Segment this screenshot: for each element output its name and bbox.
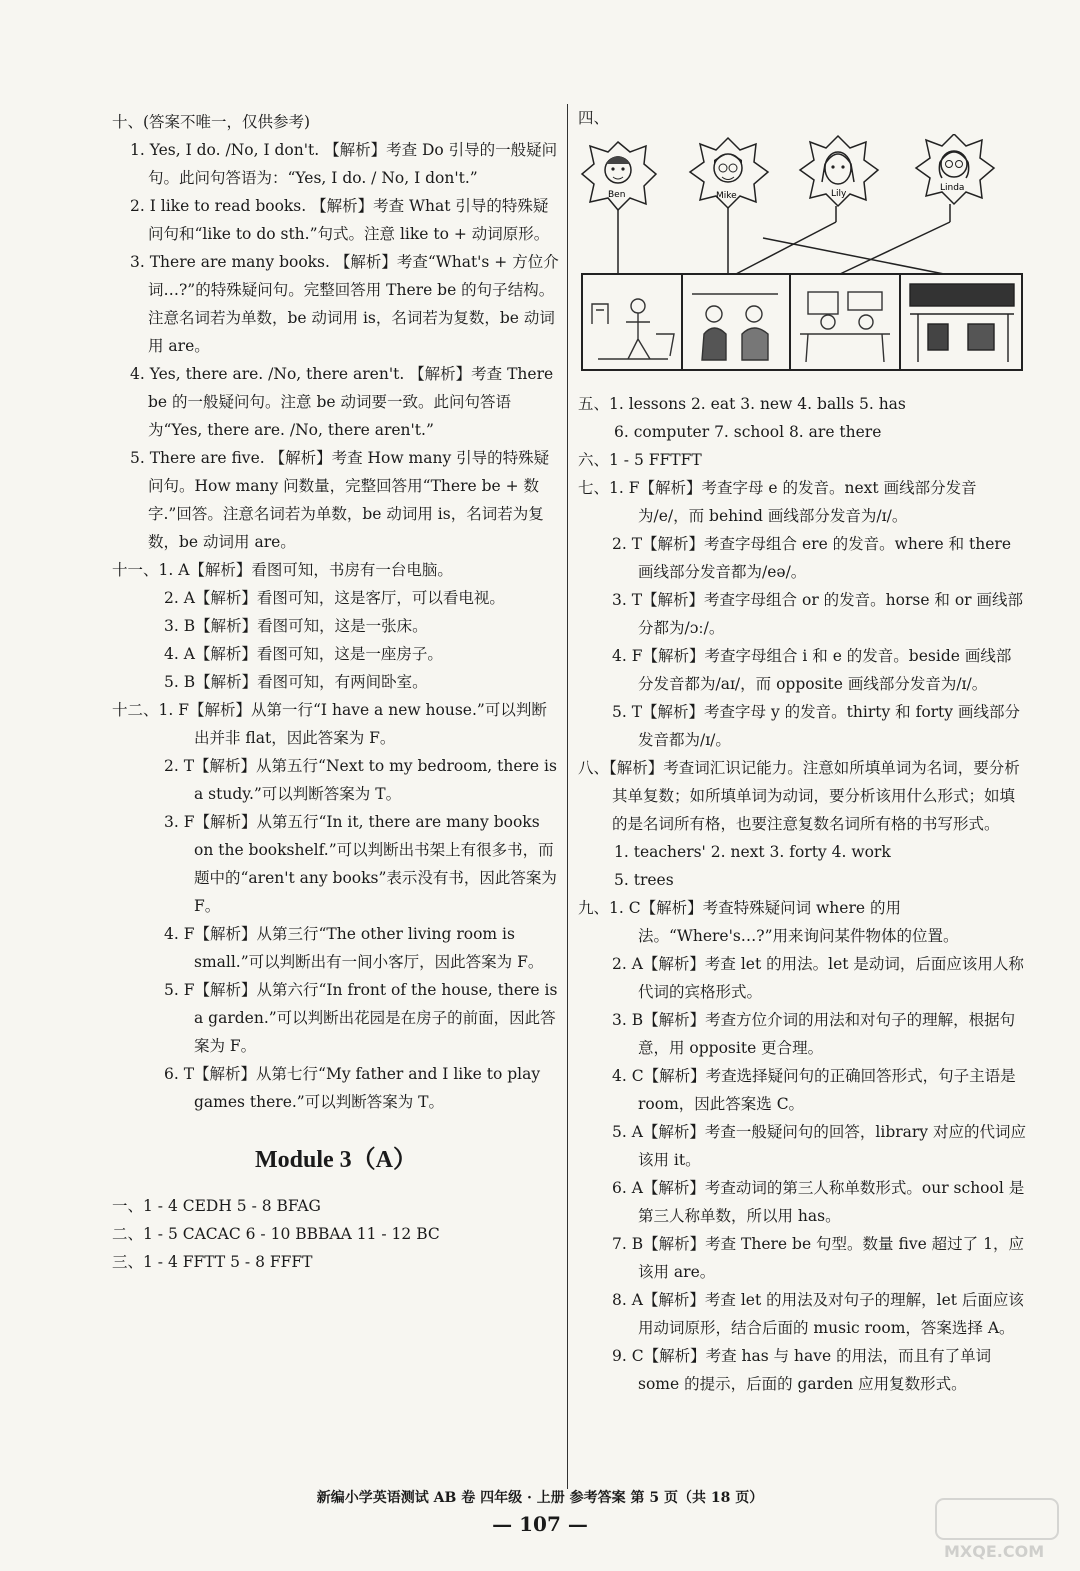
matching-figure — [578, 134, 1026, 384]
section-7-item: 1. F【解析】考查字母 e 的发音。next 画线部分发音为/e/，而 behind 画线部分发音为/ɪ/。 — [609, 479, 977, 525]
module-3-answer-line: 一、1 - 4 CEDH 5 - 8 BFAG — [112, 1197, 321, 1215]
section-11-item: 2. A【解析】看图可知，这是客厅，可以看电视。 — [164, 589, 505, 607]
section-9-item: 3. B【解析】考查方位介词的用法和对句子的理解，根据句意，用 opposite 更合理。 — [612, 1011, 1016, 1057]
section-6-line: 六、1 - 5 FFTFT — [578, 451, 702, 469]
section-5-line: 五、1. lessons 2. eat 3. new 4. balls 5. has — [578, 395, 906, 413]
left-column — [112, 108, 560, 1276]
section-11-item: 4. A【解析】看图可知，这是一座房子。 — [164, 645, 443, 663]
portrait-mike — [690, 138, 768, 208]
portrait-linda — [916, 134, 994, 204]
section-11-item: 3. B【解析】看图可知，这是一张床。 — [164, 617, 428, 635]
section-7-item: 2. T【解析】考查字母组合 ere 的发音。where 和 there 画线部分发音都为/eə/。 — [612, 535, 1011, 581]
portrait-ben — [582, 142, 656, 210]
section-9-item: 9. C【解析】考查 has 与 have 的用法，而且有了单词 some 的提示，后面的 garden 应用复数形式。 — [612, 1347, 992, 1393]
picture-computer-desk — [800, 292, 890, 362]
section-12-item: 5. F【解析】从第六行“In front of the house, there is a garden.”可以判断出花园是在房子的前面，因此答案为 F。 — [164, 981, 558, 1055]
section-11-item: 1. A【解析】看图可知，书房有一台电脑。 — [158, 561, 453, 579]
section-9 — [578, 894, 1026, 1398]
section-7-item: 4. F【解析】考查字母组合 i 和 e 的发音。beside 画线部分发音都为/aɪ/，而 opposite 画线部分发音为/ɪ/。 — [612, 647, 1012, 693]
section-10-item: 1. Yes, I do. /No, I don't. 【解析】考查 Do 引导的一般疑问句。此问句答语为：“Yes, I do. / No, I don't.” — [130, 141, 558, 187]
section-9-prefix: 九、 — [578, 899, 610, 917]
section-5-line: 6. computer 7. school 8. are there — [614, 423, 882, 441]
section-12-item: 1. F【解析】从第一行“I have a new house.”可以判断出并非 flat，因此答案为 F。 — [158, 701, 547, 747]
match-line — [763, 238, 944, 274]
right-column — [578, 108, 1026, 1398]
picture-playing-outdoors — [592, 299, 674, 359]
section-12 — [112, 696, 560, 1116]
name-label: Lily — [831, 189, 847, 199]
module-3-answer-line: 三、1 - 4 FFTT 5 - 8 FFFT — [112, 1253, 313, 1271]
picture-classroom-scene — [692, 294, 778, 360]
section-11-item: 5. B【解析】看图可知，有两间卧室。 — [164, 673, 428, 691]
section-11-prefix: 十一、 — [112, 561, 159, 579]
section-8-text: 八、【解析】考查词汇识记能力。注意如所填单词为名词，要分析其单复数；如所填单词为动词，要分析该用什么形式；如填的是名词所有格，也要注意复数名词所有格的书写形式。 — [578, 759, 1020, 833]
section-7-item: 3. T【解析】考查字母组合 or 的发音。horse 和 or 画线部分都为/ɔː/。 — [612, 591, 1024, 637]
section-12-item: 6. T【解析】从第七行“My father and I like to play games there.”可以判断答案为 T。 — [164, 1065, 541, 1111]
column-divider — [567, 104, 568, 1489]
name-label: Ben — [608, 190, 626, 200]
section-12-item: 2. T【解析】从第五行“Next to my bedroom, there is a study.”可以判断答案为 T。 — [164, 757, 557, 803]
section-8-answers: 5. trees — [614, 871, 674, 889]
section-10-heading: 十、(答案不唯一，仅供参考) — [112, 113, 311, 131]
section-12-item: 4. F【解析】从第三行“The other living room is small.”可以判断出有一间小客厅，因此答案为 F。 — [164, 925, 544, 971]
section-7-item: 5. T【解析】考查字母 y 的发音。thirty 和 forty 画线部分发音都为/ɪ/。 — [612, 703, 1020, 749]
watermark-text: MXQE.COM — [944, 1542, 1045, 1561]
module-3-answer-line: 二、1 - 5 CACAC 6 - 10 BBBAA 11 - 12 BC — [112, 1225, 440, 1243]
matching-diagram — [578, 134, 1026, 384]
section-7 — [578, 474, 1026, 754]
section-12-prefix: 十二、 — [112, 701, 159, 719]
section-11 — [112, 556, 560, 696]
match-line — [840, 222, 950, 274]
watermark-logo — [932, 1495, 1062, 1561]
section-9-item: 2. A【解析】考查 let 的用法。let 是动词，后面应该用人称代词的宾格形式。 — [612, 955, 1024, 1001]
section-9-item: 1. C【解析】考查特殊疑问词 where 的用法。“Where's…?”用来询问某件物体的位置。 — [609, 899, 959, 945]
portrait-lily — [800, 136, 878, 206]
section-9-item: 4. C【解析】考查选择疑问句的正确回答形式，句子主语是 room，因此答案选 C。 — [612, 1067, 1016, 1113]
section-7-prefix: 七、 — [578, 479, 610, 497]
section-9-item: 8. A【解析】考查 let 的用法及对句子的理解，let 后面应该用动词原形，结合后面的 music room，答案选择 A。 — [612, 1291, 1024, 1337]
section-10-item: 3. There are many books. 【解析】考查“What's + 方位介词…?”的特殊疑问句。完整回答用 There be 的句子结构。注意名词若为单数，be 动词用 is，名词若为复数，be 动词用 are。 — [130, 253, 559, 355]
match-line — [736, 222, 836, 274]
section-9-item: 6. A【解析】考查动词的第三人称单数形式。our school 是第三人称单数，所以用 has。 — [612, 1179, 1025, 1225]
page-footer: 新编小学英语测试 AB 卷 四年级 · 上册 参考答案 第 5 页（共 18 页） — [316, 1490, 764, 1506]
section-8-answers: 1. teachers' 2. next 3. forty 4. work — [614, 843, 891, 861]
name-label: Mike — [716, 191, 737, 201]
section-10-item: 5. There are five. 【解析】考查 How many 引导的特殊疑问句。How many 问数量，完整回答用“There be + 数字.”回答。注意名词若为单数，be 动词用 is，名词若为复数，be 动词用 are。 — [130, 449, 550, 551]
page-number: — 107 — — [492, 1512, 588, 1536]
name-label: Linda — [940, 183, 965, 193]
section-9-item: 5. A【解析】考查一般疑问句的回答，library 对应的代词应该用 it。 — [612, 1123, 1026, 1169]
section-10-item: 4. Yes, there are. /No, there aren't. 【解析】考查 There be 的一般疑问句。注意 be 动词要一致。此问句答语为“Yes, there are. /No, there aren't.” — [130, 365, 554, 439]
section-9-item: 7. B【解析】考查 There be 句型。数量 five 超过了 1，应该用 are。 — [612, 1235, 1024, 1281]
section-4-heading: 四、 — [578, 109, 610, 127]
section-10-item: 2. I like to read books. 【解析】考查 What 引导的特殊疑问句和“like to do sth.”句式。注意 like to + 动词原形。 — [130, 197, 550, 243]
section-12-item: 3. F【解析】从第五行“In it, there are many books on the bookshelf.”可以判断出书架上有很多书，而题中的“aren't any books”表示没有书，因此答案为 F。 — [164, 813, 557, 915]
picture-reading-room — [910, 284, 1014, 362]
module-title: Module 3（A） — [255, 1147, 417, 1173]
